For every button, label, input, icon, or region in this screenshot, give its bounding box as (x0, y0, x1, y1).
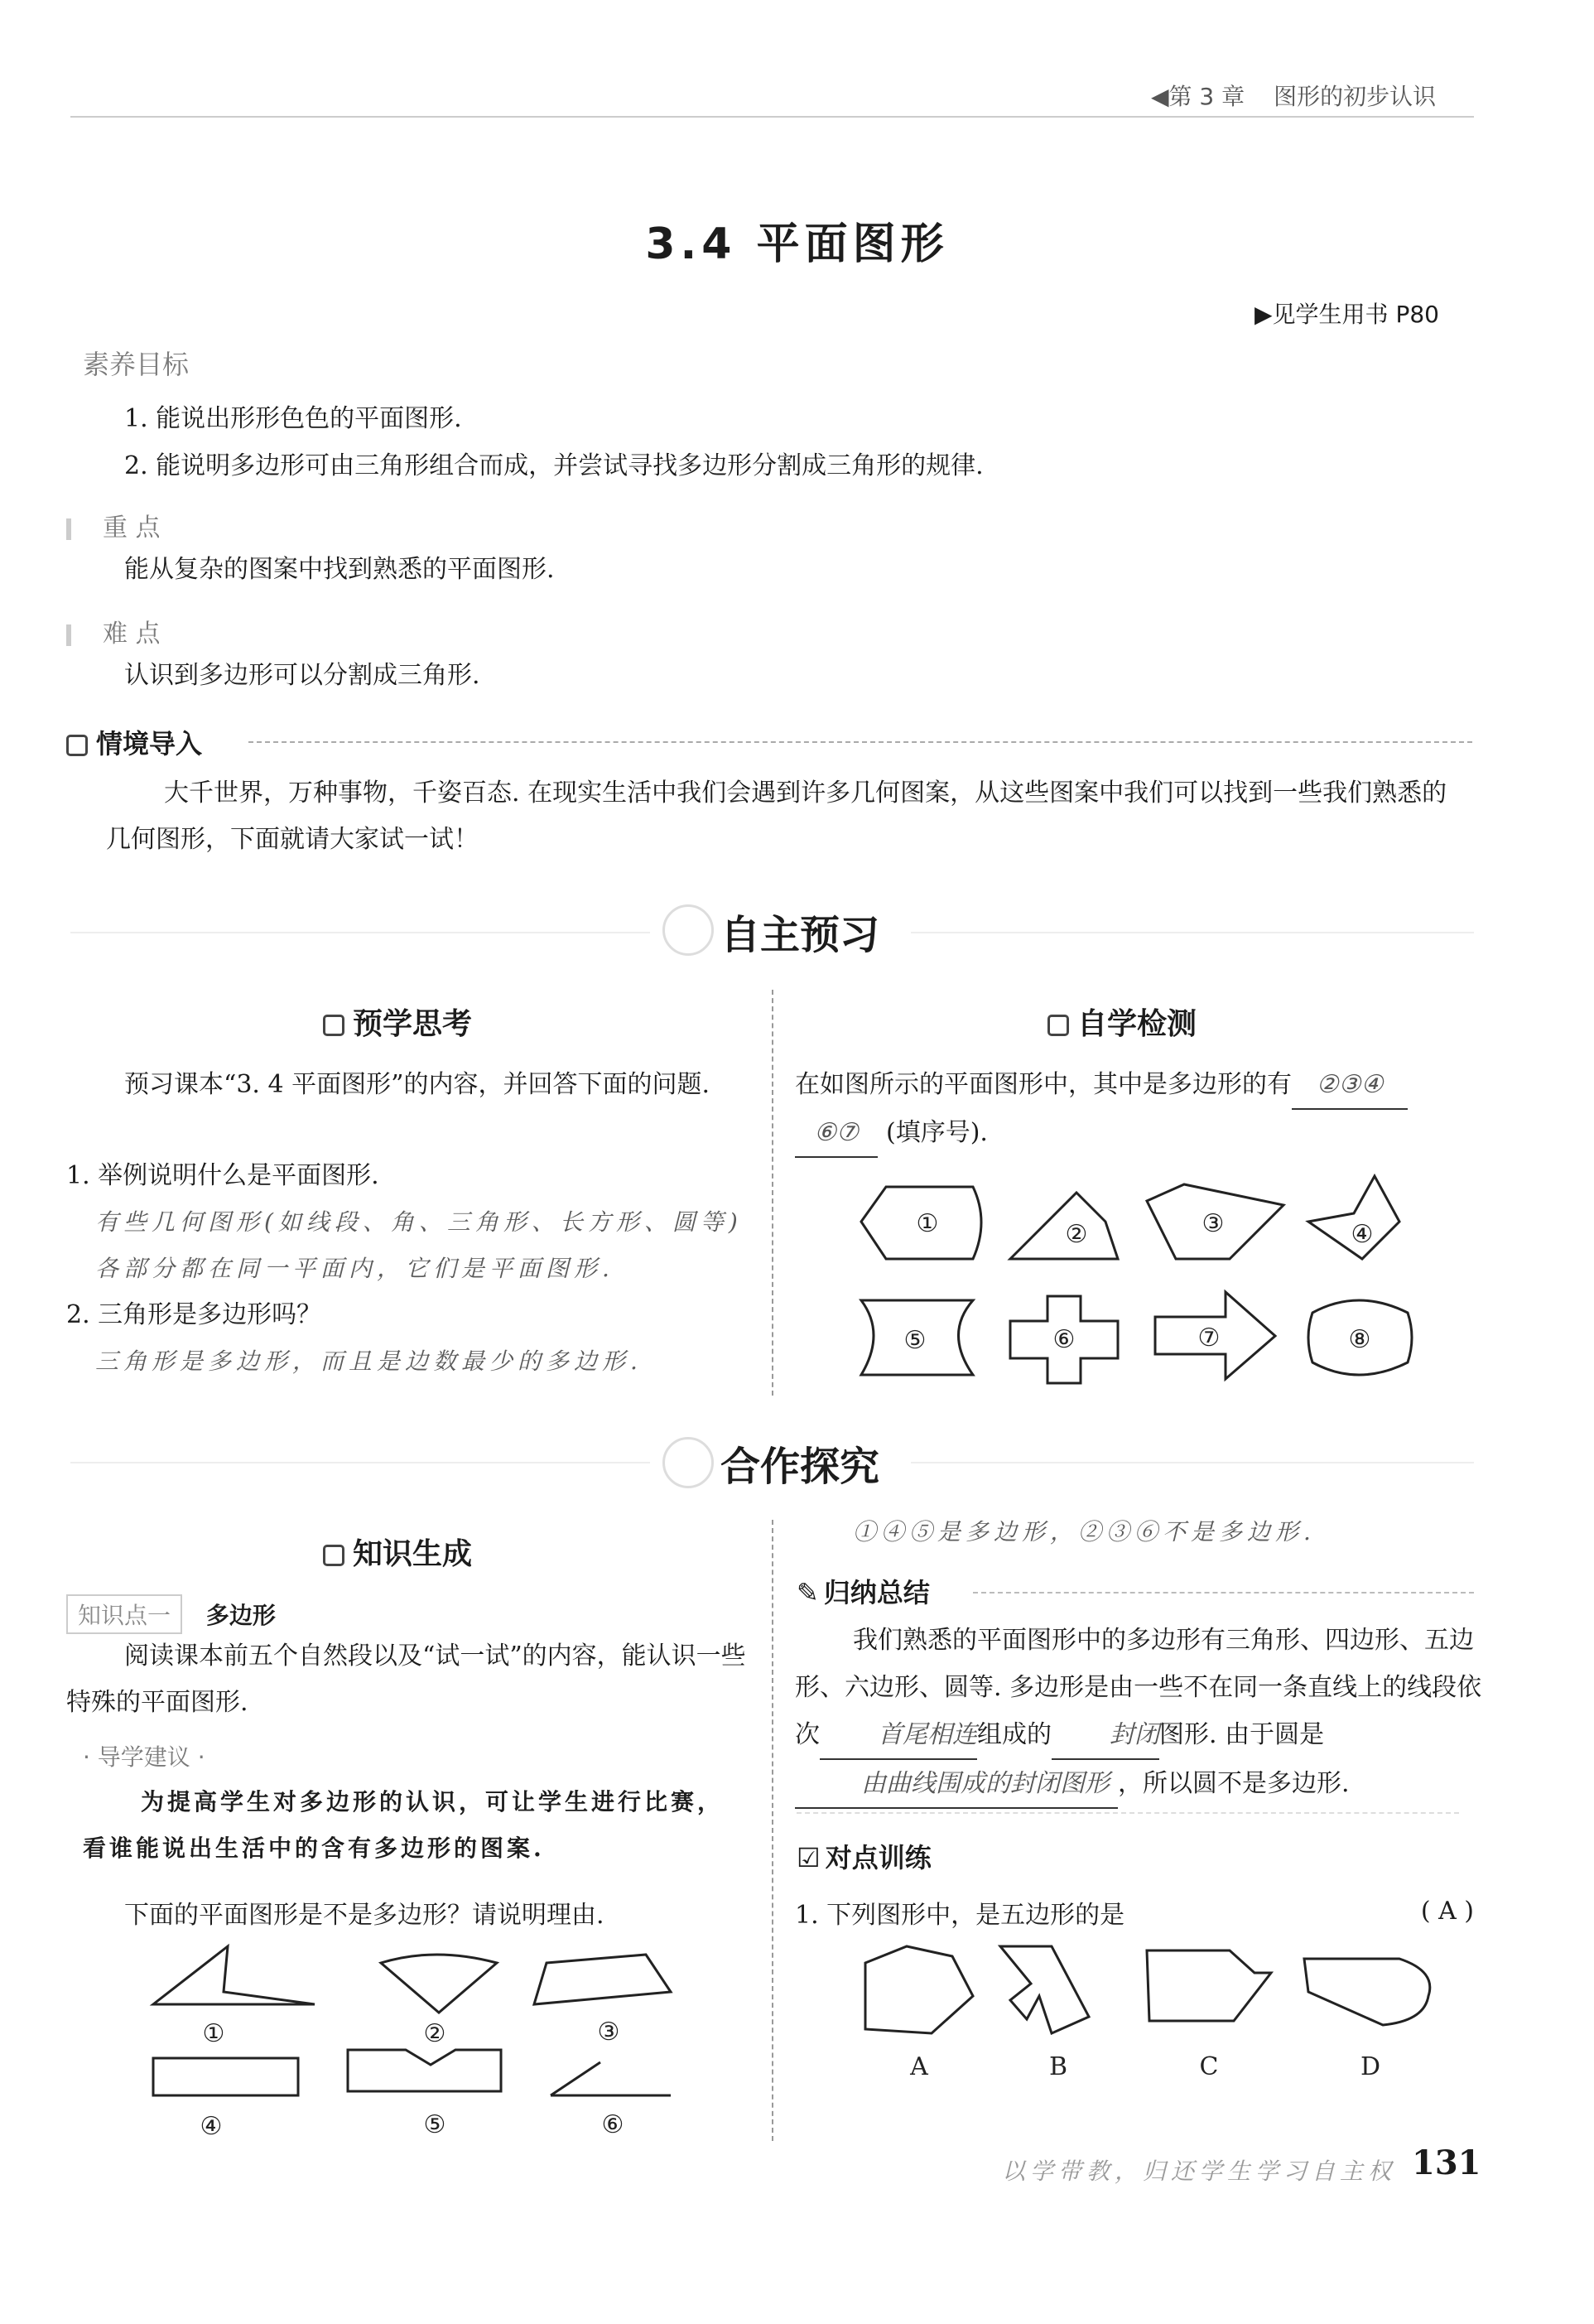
intro-icon (66, 735, 88, 756)
summary-divider (973, 1592, 1474, 1594)
preview-banner-line-left (70, 932, 650, 933)
check-label: 自学检测 (1047, 1000, 1197, 1043)
q-shape-6 (551, 2062, 671, 2095)
knowledge-question: 下面的平面图形是不是多边形？请说明理由. (124, 1901, 604, 1930)
knowledge-point-tag: 知识点一 (66, 1594, 182, 1634)
check-question: 在如图所示的平面图形中，其中是多边形的有 ②③④ ⑥⑦ (填序号). (795, 1062, 1482, 1158)
difficult-point-label: 难 点 (66, 613, 161, 649)
marker-icon (66, 624, 71, 646)
q-shape-label-2: ② (423, 2019, 446, 2048)
preview-banner-line-right (911, 932, 1474, 933)
magnifier-icon (662, 1437, 714, 1488)
q-shape-label-6: ⑥ (601, 2110, 624, 2139)
goal-item-1: 1. 能说出形形色色的平面图形. (124, 404, 462, 433)
check-answer-b: ⑥⑦ (795, 1110, 878, 1158)
key-point-label: 重 点 (66, 507, 161, 543)
explore-banner-line-left (70, 1462, 650, 1463)
guide-text: 为提高学生对多边形的认识，可让学生进行比赛，看谁能说出生活中的含有多边形的图案. (83, 1788, 725, 1862)
polygon-question-figure (141, 1934, 687, 2158)
shape-label-2: ② (1065, 1220, 1088, 1249)
think-q2: 2. 三角形是多边形吗？ (66, 1300, 322, 1329)
shape-label-3: ③ (1202, 1209, 1225, 1238)
pencil-icon: ✎ (797, 1577, 819, 1608)
option-c-label: C (1199, 2052, 1219, 2081)
q-shape-3 (534, 1955, 671, 2004)
explore-banner-line-right (911, 1462, 1474, 1463)
preview-banner: 自主预习 (720, 912, 880, 958)
training-label: ☑ 对点训练 (797, 1842, 932, 1873)
option-d-label: D (1360, 2052, 1381, 2081)
polygon-answer: ①④⑤是多边形，②③⑥不是多边形. (853, 1518, 1316, 1545)
q-shape-label-4: ④ (200, 2112, 223, 2141)
shape-label-1: ① (916, 1209, 939, 1238)
training-q1: 1. 下列图形中，是五边形的是 (795, 1901, 1125, 1930)
difficult-point-text: 认识到多边形可以分割成三角形. (124, 661, 480, 690)
q-shape-4 (153, 2058, 298, 2095)
preview-column-divider (772, 990, 773, 1396)
intro-text: 大千世界，万种事物，千姿百态. 在现实生活中我们会遇到许多几何图案，从这些图案中我们可以找到一些我们熟悉的几何图形，下面就请大家试一试！ (106, 779, 1447, 854)
think-a2: 三角形是多边形，而且是边数最少的多边形. (95, 1348, 643, 1375)
book-icon (323, 1545, 344, 1566)
shape-label-8: ⑧ (1348, 1325, 1371, 1354)
training-q1-answer: ( A ) (1420, 1897, 1474, 1926)
training-options-figure (853, 1938, 1449, 2091)
chapter-number: ◀第 3 章 (1151, 83, 1245, 110)
knowledge-point-title: 多边形 (205, 1602, 276, 1629)
intro-label: 情境导入 (66, 723, 202, 761)
think-q1: 1. 举例说明什么是平面图形. (66, 1161, 379, 1190)
chapter-header (1151, 79, 1436, 112)
page-number: 131 (1412, 2143, 1481, 2182)
footer-slogan: 以学带教，归还学生学习自主权 (1002, 2158, 1397, 2185)
explore-banner: 合作探究 (720, 1444, 880, 1490)
explore-column-divider (772, 1520, 773, 2141)
q-shape-label-1: ① (202, 2019, 225, 2048)
think-label: 预学思考 (323, 1000, 472, 1043)
shape-label-4: ④ (1351, 1220, 1374, 1249)
shape-label-6: ⑥ (1052, 1325, 1076, 1354)
summary-blank-1: 首尾相连 (820, 1711, 977, 1760)
option-a-label: A (910, 2052, 928, 2081)
goal-item-2: 2. 能说明多边形可由三角形组合而成，并尝试寻找多边形分割成三角形的规律. (124, 451, 984, 480)
summary-label: ✎ 归纳总结 (797, 1577, 930, 1608)
checkbox-icon: ☑ (797, 1842, 821, 1873)
knowledge-point (66, 1594, 276, 1634)
option-d-shape (1304, 1959, 1430, 2025)
option-b-label: B (1048, 2052, 1068, 2081)
q-shape-2 (381, 1955, 497, 2013)
think-intro: 预习课本“3. 4 平面图形”的内容，并回答下面的问题. (124, 1070, 710, 1099)
check-shapes-figure (845, 1172, 1424, 1396)
play-arrow-icon: ▶ (1254, 301, 1273, 328)
goals-label: 素养目标 (83, 349, 190, 380)
student-book-ref: ▶见学生用书 P80 (1254, 301, 1439, 328)
knowledge-read: 阅读课本前五个自然段以及“试一试”的内容，能认识一些特殊的平面图形. (66, 1642, 746, 1717)
summary-blank-2: 封闭 (1052, 1711, 1159, 1760)
guide-label: · 导学建议 · (83, 1743, 205, 1771)
intro-divider (248, 741, 1472, 743)
knowledge-label: 知识生成 (323, 1531, 472, 1573)
photo-icon (1047, 1015, 1069, 1036)
summary-text: 我们熟悉的平面图形中的多边形有三角形、四边形、五边形、六边形、圆等. 多边形是由一些不在同一条直线上的线段依次 首尾相连组成的 封闭图形. 由于圆是由曲线围成的封闭图形 ，所以圆不是多边形. (795, 1617, 1482, 1809)
key-point-text: 能从复杂的图案中找到熟悉的平面图形. (124, 555, 555, 584)
summary-bottom-divider (797, 1812, 1459, 1814)
think-a1: 有些几何图形(如线段、角、三角形、长方形、圆等)各部分都在同一平面内，它们是平面图形. (95, 1208, 743, 1282)
option-c-shape (1147, 1950, 1271, 2021)
marker-icon (66, 518, 71, 540)
shape-2 (1010, 1193, 1118, 1259)
q-shape-5 (348, 2050, 501, 2091)
option-b-shape (1000, 1946, 1089, 2033)
q-shape-label-5: ⑤ (423, 2110, 446, 2139)
page-title: 3.4 平面图形 (645, 219, 949, 269)
option-a-shape (865, 1946, 973, 2033)
photo-icon (323, 1015, 344, 1036)
chapter-title: 图形的初步认识 (1274, 83, 1437, 110)
shape-label-7: ⑦ (1197, 1324, 1221, 1352)
header-rule (70, 116, 1474, 118)
check-answer-a: ②③④ (1292, 1062, 1408, 1110)
shape-label-5: ⑤ (903, 1326, 927, 1355)
pencil-icon (662, 904, 714, 956)
q-shape-1 (153, 1946, 315, 2004)
summary-blank-3: 由曲线围成的封闭图形 (795, 1760, 1118, 1809)
q-shape-label-3: ③ (597, 2018, 620, 2047)
